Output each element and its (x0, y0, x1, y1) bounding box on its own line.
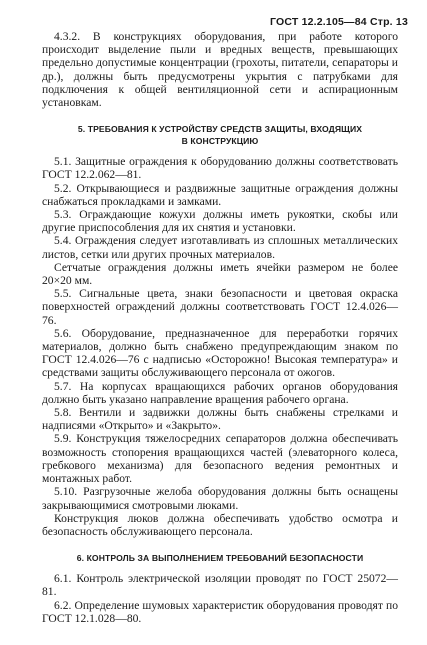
paragraph-5-3: 5.3. Ограждающие кожухи должны иметь рукоятки, скобы или другие приспособления для их снятия и установки. (42, 208, 398, 235)
section-5-heading-line1: 5. ТРЕБОВАНИЯ К УСТРОЙСТВУ СРЕДСТВ ЗАЩИТЫ, ВХОДЯЩИХ (77, 124, 363, 135)
paragraph-5-8: 5.8. Вентили и задвижки должны быть снабжены стрелками и надписями «Открыто» и «Закрыто». (42, 406, 398, 433)
paragraph-4-3-2: 4.3.2. В конструкциях оборудования, при работе которого происходит выделение пыли и вредных веществ, превышающих предельно допустимые концентрации (грохоты, питатели, сепараторы и др.), должны быть предусмотрены укрытия с патрубками для подключения к общей вентиляционной сети и аспирационным установкам. (42, 30, 398, 110)
paragraph-5-4: 5.4. Ограждения следует изготавливать из сплошных металлических листов, сетки или других прочных материалов. (42, 234, 398, 261)
paragraph-5-10: 5.10. Разгрузочные желоба оборудования должны быть оснащены закрывающимися смотровыми люками. (42, 485, 398, 512)
section-6-heading: 6. КОНТРОЛЬ ЗА ВЫПОЛНЕНИЕМ ТРЕБОВАНИЙ БЕЗОПАСНОСТИ (76, 553, 364, 564)
paragraph-5-4-mesh: Сетчатые ограждения должны иметь ячейки размером не более 20×20 мм. (42, 260, 398, 288)
paragraph-5-9: 5.9. Конструкция тяжелосредних сепараторов должна обеспечивать возможность стопорения вращающихся частей (элеваторного колеса, гребкового механизма) для безопасного ведения ремонтных и монтажных работ. (42, 432, 398, 486)
paragraph-6-1: 6.1. Контроль электрической изоляции проводят по ГОСТ 25072—81. (42, 572, 398, 599)
paragraph-5-2: 5.2. Открывающиеся и раздвижные защитные ограждения должны снабжаться прокладками и замками. (42, 181, 398, 208)
spacer (42, 109, 398, 123)
paragraph-5-6: 5.6. Оборудование, предназначенное для переработки горячих материалов, должно быть снабжено предупреждающим знаком по ГОСТ 12.4.026—76 с надписью «Осторожно! Высокая температура» и средствами защиты обслуживающего персонала от ожогов. (42, 326, 398, 380)
paragraph-6-2: 6.2. Определение шумовых характеристик оборудования проводят по ГОСТ 12.1.028—80. (42, 598, 398, 625)
section-5-heading (42, 123, 398, 147)
spacer (42, 538, 398, 552)
page-content (42, 30, 398, 625)
page-header: ГОСТ 12.2.105—84 Стр. 13 (269, 16, 408, 28)
paragraph-5-10-hatches: Конструкция люков должна обеспечивать удобство осмотра и безопасность обслуживающего персонала. (42, 511, 398, 538)
section-5-heading-line2: В КОНСТРУКЦИЮ (181, 136, 259, 147)
paragraph-5-7: 5.7. На корпусах вращающихся рабочих органов оборудования должно быть указано направление вращения рабочего органа. (42, 379, 398, 406)
paragraph-5-5: 5.5. Сигнальные цвета, знаки безопасности и цветовая окраска поверхностей ограждений должны соответствовать ГОСТ 12.4.026—76. (42, 287, 398, 327)
paragraph-5-1: 5.1. Защитные ограждения к оборудованию должны соответствовать ГОСТ 12.2.062—81. (42, 155, 398, 182)
